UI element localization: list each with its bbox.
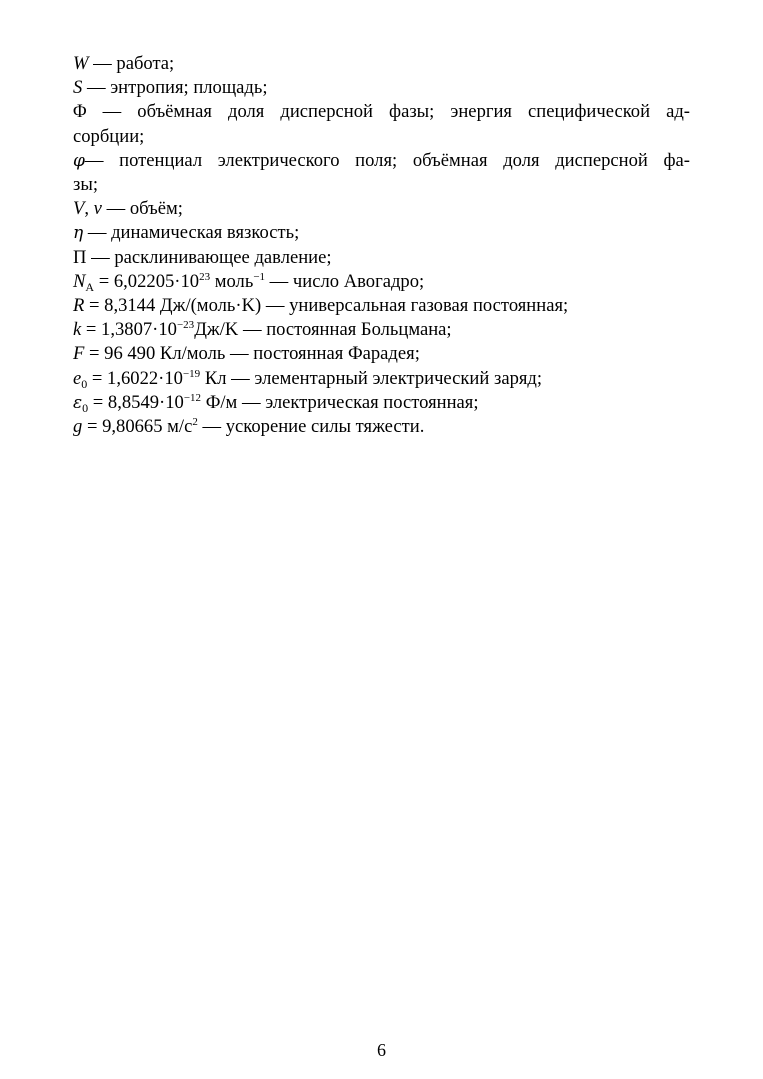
definition: — объёмная доля дисперсной фазы; энергия специфической ад- [86,101,690,123]
symbol: g [73,416,83,438]
value: = 8,8549·10 [88,391,184,413]
definition: — расклинивающее давление; [86,246,332,268]
symbol: η [73,223,84,244]
value: = 6,02205·10 [94,270,200,292]
symbol: F [73,343,85,365]
value: = 1,3807·10 [81,319,177,341]
subscript: 0 [82,400,89,415]
symbol: φ [73,150,85,171]
entry-volume [73,197,690,221]
definition: — потенциал электрического поля; объёмная доля дисперсной фа- [84,149,690,171]
value: = 8,3144 Дж/(моль·K) [84,295,262,317]
entry-elementary-charge [73,367,690,391]
separator: , [84,198,94,220]
symbol: Π [73,246,87,268]
definition-continued: зы; [73,174,99,196]
entry-phi-lower-continued [73,173,690,197]
entry-entropy [73,76,690,100]
value: = 96 490 Кл/моль [84,343,226,365]
symbol: N [73,270,86,292]
exponent: −23 [176,319,195,332]
entry-phi-upper-continued [73,125,690,149]
entry-avogadro [73,270,690,294]
symbol: ε [73,392,83,413]
entry-work [73,52,690,76]
definition: — постоянная Больцмана; [238,319,452,341]
symbol: S [73,77,83,99]
entry-boltzmann [73,318,690,342]
unit: Кл [200,367,227,389]
page-number: 6 [377,1040,386,1060]
symbol: k [73,319,82,341]
symbol: V [73,198,85,220]
exponent: 23 [199,270,211,283]
definition: — динамическая вязкость; [83,222,300,244]
symbol: R [73,295,85,317]
definition-continued: сорбции; [73,125,145,147]
entry-gravity [73,415,690,439]
unit-exponent: −1 [253,270,266,283]
entry-viscosity [73,221,690,245]
definition: — энтропия; площадь; [82,77,268,99]
value: = 9,80665 м/с [82,416,193,438]
definition: — постоянная Фарадея; [225,343,420,365]
definition: — число Авогадро; [265,270,425,292]
definition: — ускорение силы тяжести. [197,416,425,438]
unit: Ф/м [201,391,238,413]
symbol-list [73,52,690,439]
subscript: 0 [81,376,88,391]
unit: моль [210,270,254,292]
definition: — электрическая постоянная; [237,391,479,413]
entry-disjoining-pressure [73,246,690,270]
definition: — универсальная газовая постоянная; [261,295,569,317]
exponent: −19 [182,367,201,380]
symbol: e [73,367,82,389]
subscript: A [85,279,95,294]
entry-faraday [73,342,690,366]
definition: — элементарный электрический заряд; [226,367,543,389]
unit: Дж/K [194,319,239,341]
value: = 1,6022·10 [87,367,183,389]
exponent: 2 [192,416,198,429]
symbol: Φ [73,101,87,123]
definition: — объём; [101,198,183,220]
entry-gas-constant [73,294,690,318]
exponent: −12 [183,391,202,404]
entry-phi-upper [73,100,690,124]
definition: — работа; [88,53,175,74]
entry-phi-lower [73,149,690,173]
symbol-secondary: v [93,198,102,220]
entry-electric-constant [73,391,690,415]
symbol: W [73,53,89,74]
